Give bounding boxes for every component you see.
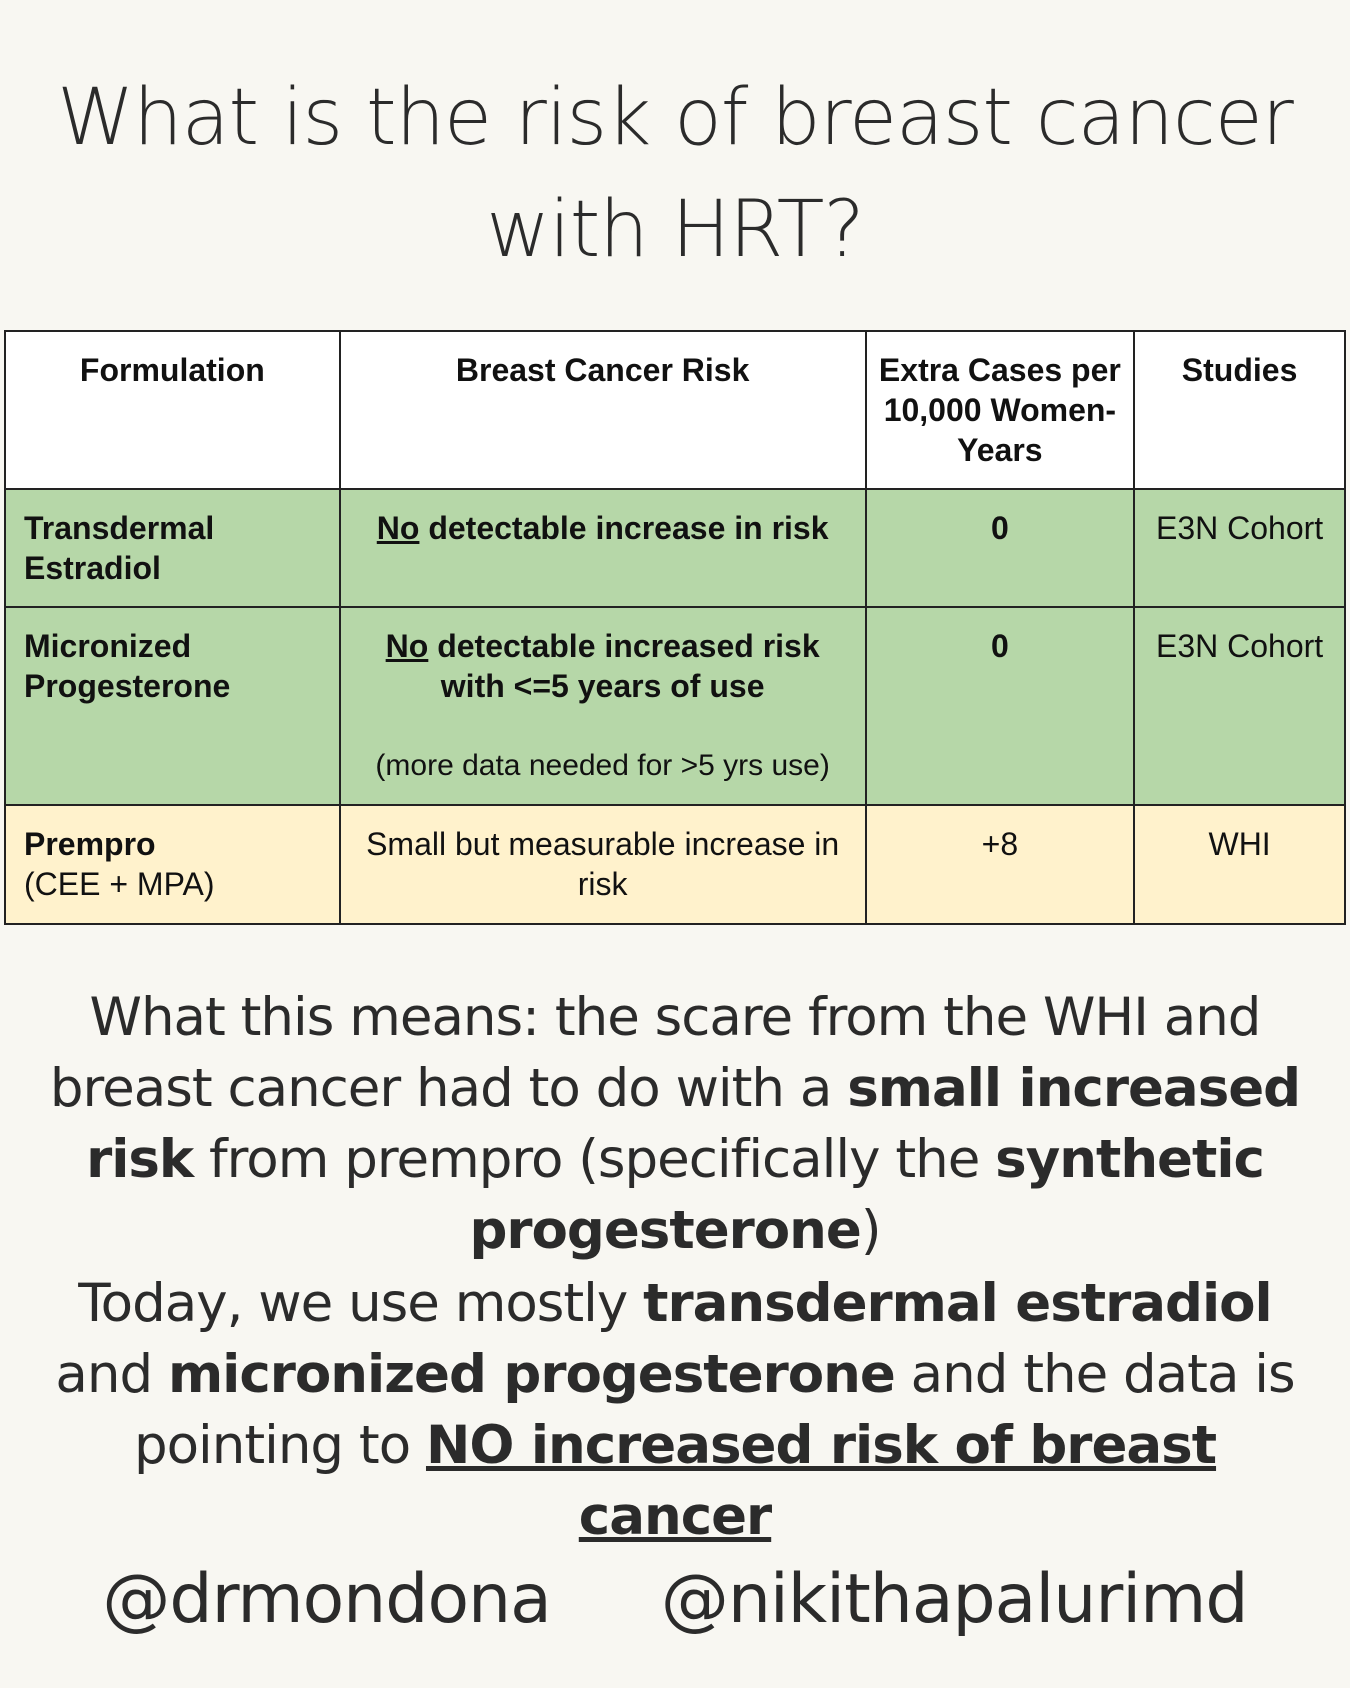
- header-risk: Breast Cancer Risk: [340, 331, 866, 489]
- handle-nikithapalurimd: @nikithapalurimd: [660, 1560, 1248, 1639]
- page-title: What is the risk of breast cancer with HRT?: [57, 73, 1293, 275]
- conclusion-paragraph: Today, we use mostly transdermal estradiol and micronized progesterone and the data is pointing to NO increased risk of breast cancer: [55, 1273, 1295, 1547]
- risk-cell: No detectable increase in risk: [340, 489, 866, 607]
- table-row: [5, 607, 1345, 805]
- risk-table: [4, 330, 1346, 925]
- risk-cell: No detectable increased risk with <=5 years of use (more data needed for >5 yrs use): [340, 607, 866, 805]
- risk-note: (more data needed for >5 yrs use): [375, 749, 830, 782]
- handle-drmondona: @drmondona: [102, 1560, 551, 1639]
- extra-cases-cell: +8: [866, 805, 1135, 924]
- header-studies: Studies: [1134, 331, 1345, 489]
- formulation-cell: Micronized Progesterone: [5, 607, 340, 805]
- risk-cell: Small but measurable increase in risk: [340, 805, 866, 924]
- studies-cell: E3N Cohort: [1134, 489, 1345, 607]
- header-extra-cases: Extra Cases per 10,000 Women-Years: [866, 331, 1135, 489]
- table-row: [5, 805, 1345, 924]
- extra-cases-cell: 0: [866, 489, 1135, 607]
- studies-cell: WHI: [1134, 805, 1345, 924]
- extra-cases-cell: 0: [866, 607, 1135, 805]
- formulation-cell: Transdermal Estradiol: [5, 489, 340, 607]
- table-header-row: [5, 331, 1345, 489]
- author-handles: [0, 1560, 1350, 1639]
- header-formulation: Formulation: [5, 331, 340, 489]
- studies-cell: E3N Cohort: [1134, 607, 1345, 805]
- formulation-cell: Prempro (CEE + MPA): [5, 805, 340, 924]
- table-row: [5, 489, 1345, 607]
- explanation-paragraph: What this means: the scare from the WHI and breast cancer had to do with a small increased risk from prempro (specifically the synthetic progesterone): [49, 987, 1301, 1261]
